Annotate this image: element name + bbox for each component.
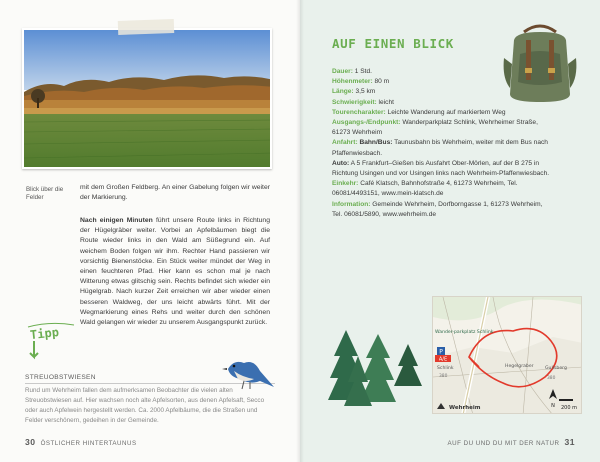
body-paragraph-2	[80, 216, 270, 328]
trees-illustration	[328, 326, 424, 416]
map-place-gullsberg: Gullsberg	[545, 366, 567, 371]
map-elevation-1: 380	[439, 374, 448, 379]
right-footer	[448, 437, 576, 447]
page-number-left: 30	[25, 437, 36, 447]
map-north-label: N	[551, 403, 555, 409]
bluebird-illustration	[220, 349, 276, 397]
svg-text:P: P	[439, 348, 443, 356]
info-tourencharakter: Tourencharakter: Leichte Wanderung auf markiertem Weg	[332, 108, 506, 116]
paragraph-text: führt unsere Route links in Richtung der Hügelgräber weiter. Vorbei an Apfelbäumen biegt die Route wieder links in den Wald am Süßegrund ein. Auf weichem Boden folgen wir ihm. Rechter Hand passieren wir vorsichtig Bienenstöcke. Ein Stück weiter mündet der Weg in einen feuchteren Pfad. Hier kann es schon mal je nach Witterung etwas glitschig sein. Rechts befindet sich wieder ein Hügelgrab. Nach kurzer Zeit erreichen wir aber wieder einen besseren Waldweg, der uns leicht abwärts führt. Mit der Wegmarkierung eines Rehs und weiter durch den schönen Wald gelangen wir wieder zu unserem Ausgangspunkt zurück.	[80, 217, 270, 327]
paragraph-lead: Nach einigen Minuten	[80, 217, 153, 224]
page-title: AUF EINEN BLICK	[332, 36, 454, 51]
left-footer-title: ÖSTLICHER HINTERTAUNUS	[40, 440, 137, 447]
body-paragraph-1: mit dem Großen Feldberg. An einer Gabelung folgen wir weiter der Markierung.	[80, 184, 270, 202]
page-number-right: 31	[564, 437, 575, 447]
info-ausgangspunkt: Ausgangs-/Endpunkt: Wanderparkplatz Schlink, Wehrheimer Straße, 61273 Wehrheim	[332, 119, 538, 137]
arrow-down-icon	[30, 341, 38, 357]
tipp-badge	[22, 319, 78, 363]
tipp-label: Tipp	[29, 325, 60, 343]
info-anfahrt: Anfahrt: Bahn/Bus: Taunusbahn bis Wehrheim, weiter mit dem Bus nach Pfaffenwiesbach.	[332, 139, 548, 157]
info-dauer: Dauer: 1 Std.	[332, 68, 372, 75]
right-footer-title: AUF DU UND DU MIT DER NATUR	[447, 440, 560, 447]
section-body: Rund um Wehrheim fallen dem aufmerksamen Beobachter die vielen alten Streuobstwiesen auf. Hier wachsen noch alte Apfelsorten, aus denen Apfelsaft, Secco oder auch Apfelwein hergestellt werden. Ca. 2000 Apfelbäume, die die Straßen und Felder verschönern, gedeihen in der Gemeinde.	[25, 387, 265, 424]
map-town-label: Wehrheim	[449, 405, 481, 411]
map-road-label: A/E	[438, 356, 448, 363]
info-einkehr: Einkehr: Café Klatsch, Bahnhofstraße 4, 61273 Wehrheim, Tel. 06081/4493151, www.mein-klatsch.de	[332, 180, 518, 198]
info-laenge: Länge: 3,5 km	[332, 88, 376, 96]
info-schwierigkeit: Schwierigkeit: leicht	[332, 98, 394, 106]
field-photo	[22, 28, 272, 169]
map-place-hegelgraber: Hegelgraber	[505, 364, 534, 369]
info-auto: Auto: A 5 Frankfurt–Gießen bis Ausfahrt Ober-Mörlen, auf der B 275 in Richtung Usingen und vor Usingen links nach Wehrheim-Pfaffenwiesbach.	[332, 159, 550, 178]
left-footer	[25, 437, 137, 447]
info-hoehenmeter: Höhenmeter: 80 m	[332, 78, 390, 86]
map-scale-label: 200 m	[561, 405, 578, 411]
photo-tape	[118, 19, 174, 35]
route-map	[432, 296, 582, 414]
field-photo-image	[24, 30, 272, 169]
map-park-label: Wander-parkplatz Schlink	[435, 330, 494, 335]
section-title: STREUOBSTWIESEN	[25, 374, 96, 381]
book-gutter	[296, 0, 304, 462]
map-place-schlink: Schlink	[437, 366, 454, 371]
photo-caption: Blick über die Felder	[26, 186, 64, 201]
info-list	[332, 67, 550, 220]
map-elevation-2: 380	[547, 376, 556, 381]
info-information: Information: Gemeinde Wehrheim, Dorfborngasse 1, 61273 Wehrheim, Tel. 06081/5890, www.wehrheim.de	[332, 200, 543, 218]
